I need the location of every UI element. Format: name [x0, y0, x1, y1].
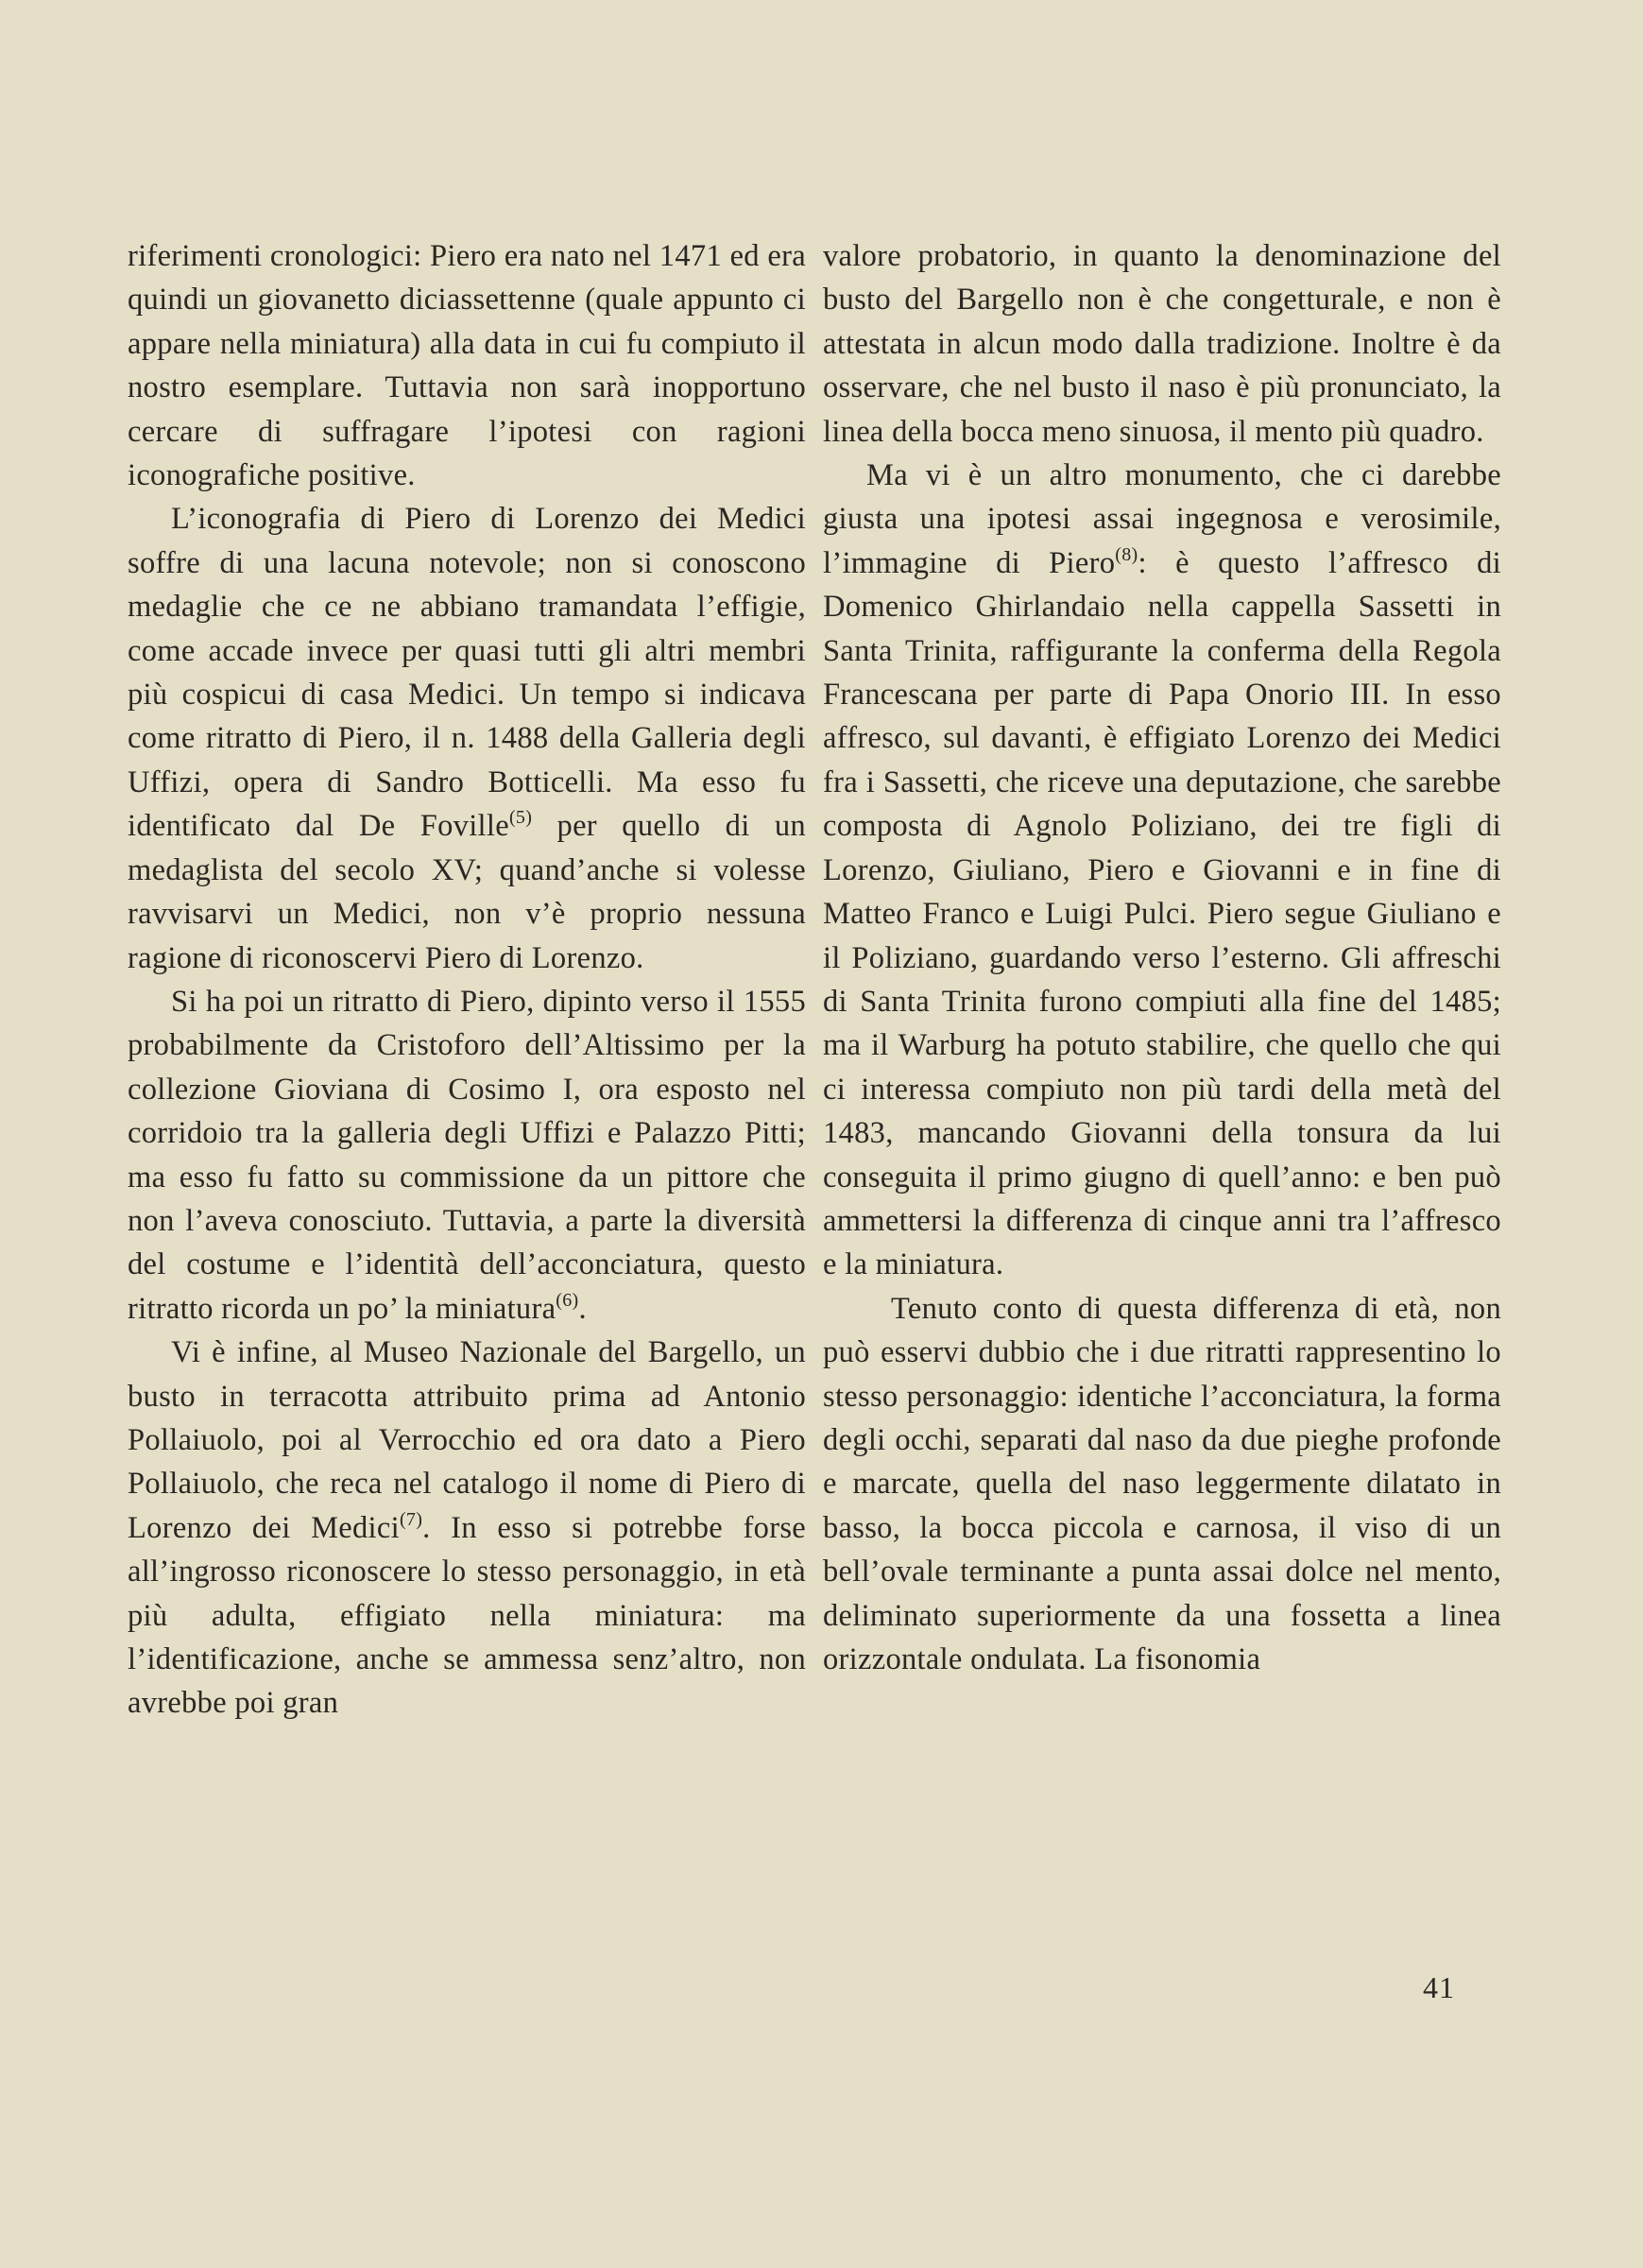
footnote-ref-5[interactable]: (5): [508, 807, 533, 829]
paragraph-text: : è questo l’affresco di Domenico Ghirlandaio nella cappella Sassetti in Santa Trinita, raffigurante la conferma della Regola Francescana per parte di Papa Onorio III. In esso affresco, sul davanti, è effigiato Lorenzo dei Medici fra i Sassetti, che riceve una deputazione, che sarebbe composta di Agnolo Poliziano, dei tre figli di Lorenzo, Giuliano, Piero e Giovanni e in fine di Matteo Franco e Luigi Pulci. Piero segue Giuliano e il Poliziano, guardando verso l’esterno. Gli affreschi di Santa Trinita furono compiuti alla fine del 1485; ma il Warburg ha potuto stabilire, che quello che qui ci interessa compiuto non più tardi della metà del 1483, mancando Giovanni della tonsura da lui conseguita il primo giugno di quell’anno: e ben può ammettersi la differenza di cinque anni tra l’affresco e la miniatura.: [823, 545, 1501, 1282]
left-text-column: [128, 234, 806, 1726]
paragraph: [823, 234, 1501, 454]
footnote-ref-7[interactable]: (7): [399, 1508, 423, 1530]
paragraph-text: Ma vi è un altro monumento, che ci darebbe giusta una ipotesi assai ingegnosa e verosimile, l’immagine di Piero: [823, 458, 1501, 580]
paragraph-text: L’iconografia di Piero di Lorenzo dei Medici soffre di una lacuna notevole; non si conoscono medaglie che ce ne abbiano tramandata l’effigie, come accade invece per quasi tutti gli altri membri più cospicui di casa Medici. Un tempo si indicava come ritratto di Piero, il n. 1488 della Galleria degli Uffizi, opera di Sandro Botticelli. Ma esso fu identificato dal De Foville: [128, 502, 806, 844]
paragraph-text: .: [578, 1291, 587, 1326]
paragraph: [823, 454, 1501, 1287]
page-number: 41: [1423, 1970, 1455, 2004]
paragraph-text: Si ha poi un ritratto di Piero, dipinto verso il 1555 probabilmente da Cristoforo dell’Altissimo per la collezione Gioviana di Cosimo I, ora esposto nel corridoio tra la galleria degli Uffizi e Palazzo Pitti; ma esso fu fatto su commissione da un pittore che non l’aveva conosciuto. Tuttavia, a parte la diversità del costume e l’identità dell’acconciatura, questo ritratto ricorda un po’ la miniatura: [128, 984, 806, 1326]
paragraph-text: valore probatorio, in quanto la denominazione del busto del Bargello non è che congetturale, e non è attestata in alcun modo dalla tradizione. Inoltre è da osservare, che nel busto il naso è più pronunciato, la linea della bocca meno sinuosa, il mento più quadro.: [823, 239, 1501, 449]
footnote-ref-6[interactable]: (6): [556, 1289, 579, 1311]
paragraph: [128, 234, 806, 497]
paragraph: [128, 1331, 806, 1726]
paragraph-text: Vi è infine, al Museo Nazionale del Bargello, un busto in terracotta attribuito prima ad Antonio Pollaiuolo, poi al Verrocchio ed ora dato a Piero Pollaiuolo, che reca nel catalogo il nome di Piero di Lorenzo dei Medici: [128, 1335, 806, 1545]
paragraph-text: riferimenti cronologici: Piero era nato nel 1471 ed era quindi un giovanetto diciassettenne (quale appunto ci appare nella miniatura) alla data in cui fu compiuto il nostro esemplare. Tuttavia non sarà inopportuno cercare di suffragare l’ipotesi con ragioni iconografiche positive.: [128, 239, 806, 493]
footnote-ref-8[interactable]: (8): [1115, 543, 1138, 565]
paragraph: [823, 1287, 1501, 1682]
paragraph-text: per quello di un medaglista del secolo XV; quand’anche si volesse ravvisarvi un Medici, non v’è proprio nessuna ragione di riconoscervi Piero di Lorenzo.: [128, 809, 806, 975]
paragraph-text: Tenuto conto di questa differenza di età, non può esservi dubbio che i due ritratti rappresentino lo stesso personaggio: identiche l’acconciatura, la forma degli occhi, separati dal naso da due pieghe profonde e marcate, quella del naso leggermente dilatato in basso, la bocca piccola e carnosa, il viso di un bell’ovale terminante a punta assai dolce nel mento, deliminato superiormente da una fossetta a linea orizzontale ondulata. La fisonomia: [823, 1291, 1501, 1676]
paragraph: [128, 497, 806, 979]
paragraph-text: . In esso si potrebbe forse all’ingrosso riconoscere lo stesso personaggio, in età più adulta, effigiato nella miniatura: ma l’identificazione, anche se ammessa senz’altro, non avrebbe poi gran: [128, 1510, 807, 1721]
paragraph: [128, 980, 806, 1331]
right-text-column: [823, 234, 1501, 1681]
